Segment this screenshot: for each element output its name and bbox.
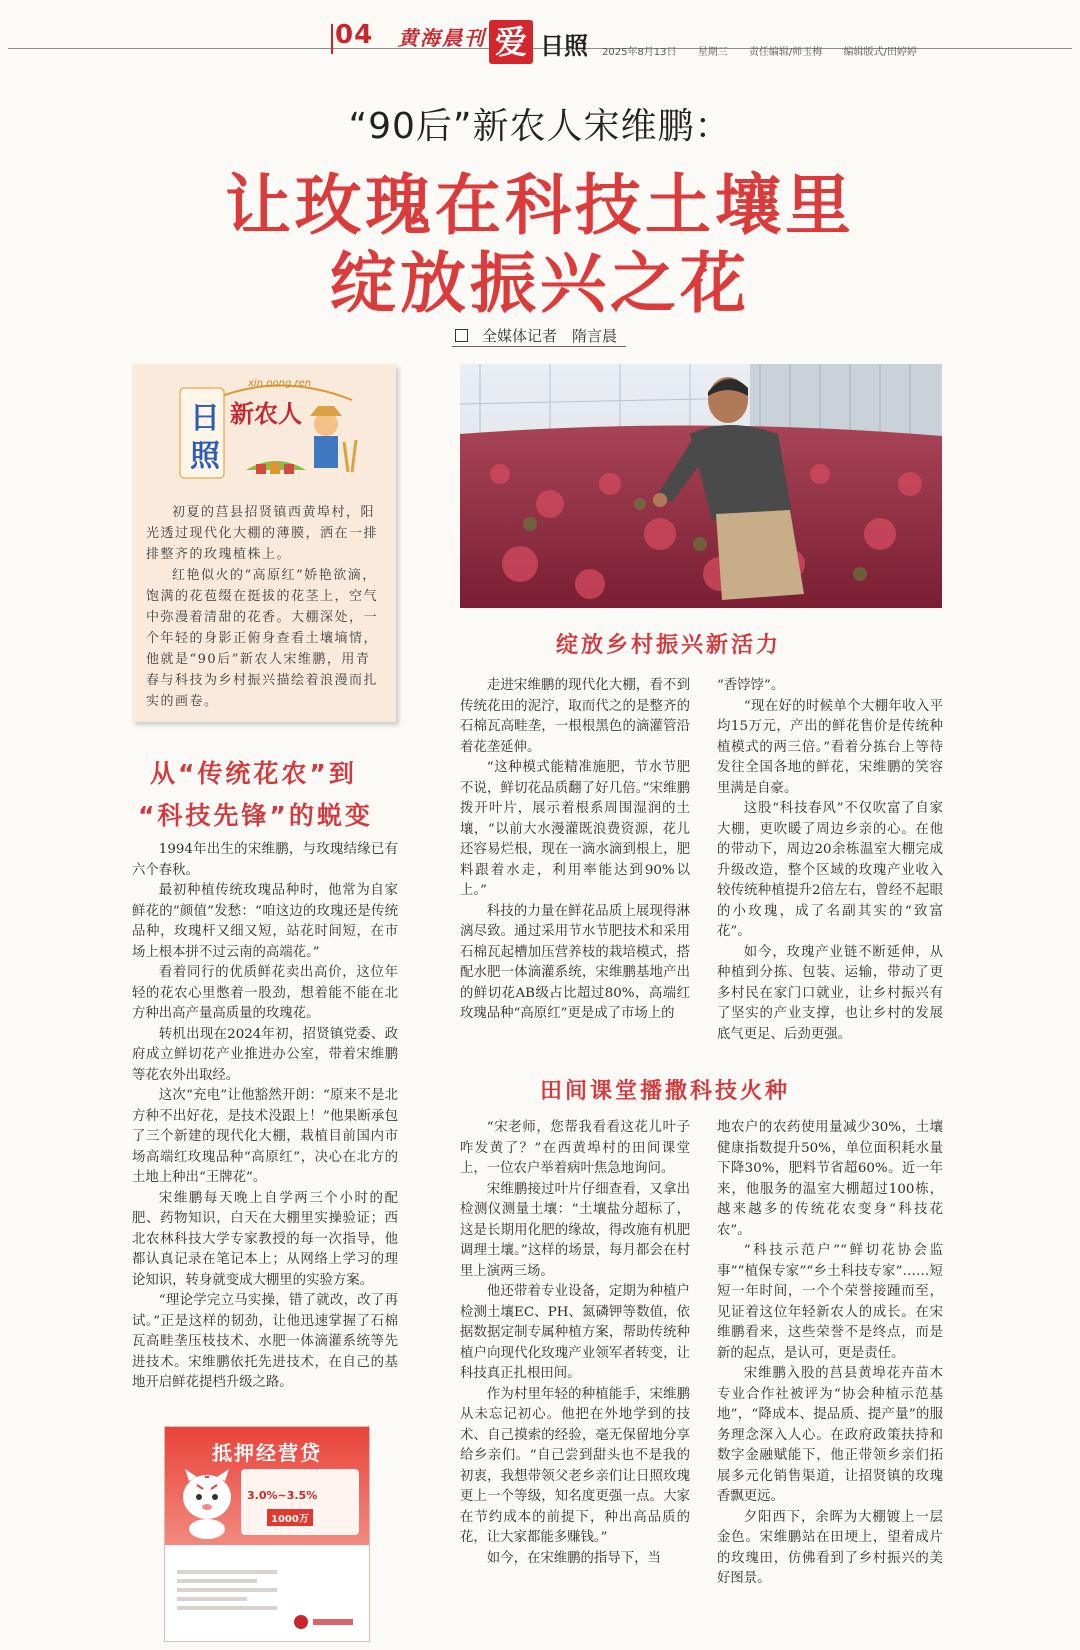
- paragraph: “理论学完立马实操，错了就改，改了再试。”正是这样的韧劲，让他迅速掌握了石棉瓦高畦垄压枝技术、水肥一体滴灌系统等先进技术。宋维鹏依托先进技术，在自己的基地开启鲜花提档升级之路。: [132, 1293, 398, 1390]
- paragraph: “科技示范户”“鲜切花协会监事”“植保专家”“乡土科技专家”……短短一年时间，一个个荣誉接踵而至，见证着这位年轻新农人的成长。在宋维鹏看来，这些荣誉不是终点，而是新的起点，是认可，更是责任。: [717, 1243, 943, 1361]
- logo-title: 新农人: [230, 400, 302, 428]
- responsible-editor: 责任编辑/师玉梅: [748, 47, 823, 58]
- logo-pinyin: xin nong ren: [248, 378, 312, 389]
- paragraph: 宋维鹏每天晚上自学两三个小时的配肥、药物知识，白天在大棚里实操验证；西北农林科技大学专家教授的每一次指导，他都认真记录在笔记本上；从网络上学习的理论知识，转身就变成大棚里的实验方案。: [132, 1190, 398, 1288]
- paragraph: 这股“科技春风”不仅吹富了自家大棚，更吹暖了周边乡亲的心。在他的带动下，周边20余栋温室大棚完成升级改造，整个区域的玫瑰产业收入较传统种植提升2倍左右，曾经不起眼的小玫瑰，成了名副其实的“致富花”。: [717, 801, 943, 939]
- ad-rate: 3.0%~3.5%: [247, 1489, 318, 1502]
- bank-loan-ad[interactable]: [164, 1426, 370, 1642]
- intro-paragraph: 红艳似火的“高原红”娇艳欲滴，饱满的花苞缀在挺拔的花茎上，空气中弥漫着清甜的花香。大棚深处，一个年轻的身影正俯身查看土壤墒情，他就是“90后”新农人宋维鹏，用青春与科技为乡村振兴描绘着浪漫而扎实的画卷。: [146, 568, 379, 709]
- section-title-vitality: 绽放乡村振兴新活力: [556, 633, 782, 658]
- header-meta: [602, 43, 935, 58]
- byline-square-icon: [455, 329, 468, 342]
- issue-weekday: 星期三: [697, 47, 728, 58]
- section-title-transform-2: “科技先锋”的蜕变: [138, 801, 373, 830]
- ad-title: 抵押经营贷: [212, 1441, 322, 1465]
- page-header: [0, 0, 1080, 80]
- byline: [455, 325, 617, 346]
- paragraph: 地农户的农药使用量减少30%，土壤健康指数提升50%，单位面积耗水量下降30%，肥料节省超60%。近一年来，他服务的温室大棚超过100栋，越来越多的传统花农变身“科技花农”。: [717, 1120, 943, 1238]
- paragraph: 科技的力量在鲜花品质上展现得淋漓尽致。通过采用节水节肥技术和采用石棉瓦起槽加压营养枝的栽培模式，搭配水肥一体滴灌系统，宋维鹏基地产出的鲜切花AB级占比超过80%，高端红玫瑰品种“高原红”更是成了市场上的: [460, 903, 690, 1021]
- paragraph: 这次“充电”让他豁然开朗：“原来不是北方种不出好花，是技术没跟上！”他果断承包了三个新建的现代化大棚，栽植目前国内市场高端红玫瑰品种“高原红”，决心在北方的土地上种出“王牌花”。: [132, 1088, 398, 1185]
- ad-fine-print: [177, 1565, 277, 1615]
- intro-box: [132, 364, 396, 722]
- section-name: 日照: [540, 32, 588, 60]
- paragraph: “现在好的时候单个大棚年收入平均15万元，产出的鲜花售价是传统种植模式的两三倍。”看着分拣台上等待发往全国各地的鲜花，宋维鹏的笑容里满是自豪。: [717, 698, 943, 796]
- paragraph: 最初种植传统玫瑰品种时，他常为自家鲜花的“颜值”发愁：“咱这边的玫瑰还是传统品种，玫瑰杆又细又短，站花时间短，在市场上根本拼不过云南的高端花。”: [132, 883, 398, 960]
- article-column-left: [132, 840, 398, 1394]
- intro-text: [146, 502, 384, 712]
- article-column-bottom-1: [460, 1118, 690, 1569]
- article-kicker: “90后”新农人宋维鹏：: [348, 106, 732, 147]
- article-column-mid-2: [717, 676, 943, 1045]
- paragraph: 他还带着专业设备，定期为种植户检测土壤EC、PH、氮磷钾等数值，依据数据定制专属种植方案，帮助传统种植户向现代化玫瑰产业领军者转变，让科技真正扎根田间。: [460, 1284, 690, 1381]
- byline-text: 全媒体记者 隋言晨: [482, 327, 618, 345]
- page-number: 04: [335, 20, 374, 50]
- bank-logo-icon: [293, 1613, 357, 1631]
- article-column-mid-1: [460, 676, 690, 1025]
- paragraph: 作为村里年轻的种植能手，宋维鹏从未忘记初心。他把在外地学到的技术、自己摸索的经验，毫无保留地分享给乡亲们。“自己尝到甜头也不是我的初衷，我想带领父老乡亲们让日照玫瑰更上一个等级，知名度更强一点。大家在节约成本的前提下，种出高品质的花，让大家都能多赚钱。”: [460, 1386, 690, 1545]
- layout-editor: 编辑版式/田婷婷: [843, 47, 917, 58]
- paragraph: 宋维鹏入股的莒县黄埠花卉苗木专业合作社被评为“协会种植示范基地”，“降成本、提品质、提产量”的服务理念深入人心。在政府政策扶持和数字金融赋能下，他正带领乡亲们拓展多元化销售渠道，让招贤镇的玫瑰香飘更远。: [717, 1366, 943, 1504]
- logo-char-zhao: 照: [190, 439, 220, 474]
- paragraph: “这种模式能精准施肥，节水节肥不说，鲜切花品质翻了好几倍。”宋维鹏拨开叶片，展示着根系周围湿润的土壤，“以前大水漫灌既浪费资源，花儿还容易烂根，现在一滴水滴到根上，肥料跟着水走，利用率能达到90%以上。”: [460, 760, 690, 898]
- paragraph: 看着同行的优质鲜花卖出高价，这位年轻的花农心里憋着一股劲，想着能不能在北方种出高产量高质量的玫瑰花。: [132, 965, 398, 1021]
- tiger-mascot-icon: [175, 1467, 239, 1539]
- headline-line-2: 绽放振兴之花: [330, 245, 750, 322]
- section-title-field-classroom: 田间课堂播撒科技火种: [540, 1079, 791, 1104]
- paragraph: “宋老师，您帮我看看这花儿叶子咋发黄了？”在西黄埠村的田间课堂上，一位农户举着病叶焦急地询问。: [460, 1120, 690, 1176]
- xin-nong-ren-logo: [166, 372, 366, 490]
- issue-date: 2025年8月13日: [602, 47, 677, 58]
- masthead: 黄海晨刊: [398, 26, 486, 50]
- paragraph: 夕阳西下，余晖为大棚镀上一层金色。宋维鹏站在田埂上，望着成片的玫瑰田，仿佛看到了乡村振兴的美好图景。: [717, 1509, 943, 1586]
- section-title-transform-1: 从“传统花农”到: [150, 759, 357, 788]
- intro-paragraph: 初夏的莒县招贤镇西黄埠村，阳光透过现代化大棚的薄膜，洒在一排排整齐的玫瑰植株上。: [146, 505, 379, 562]
- rose-greenhouse-photo: [460, 364, 942, 608]
- paragraph: 1994年出生的宋维鹏，与玫瑰结缘已有六个春秋。: [132, 842, 398, 878]
- paragraph: 如今，在宋维鹏的指导下，当: [486, 1550, 661, 1566]
- paragraph: 转机出现在2024年初，招贤镇党委、政府成立鲜切花产业推进办公室，带着宋维鹏等花农外出取经。: [132, 1026, 398, 1083]
- paragraph: 如今，玫瑰产业链不断延伸，从种植到分拣、包装、运输，带动了更多村民在家门口就业，让乡村振兴有了坚实的产业支撑，也让乡村的发展底气更足、后劲更强。: [717, 944, 943, 1042]
- paragraph: “香饽饽”。: [717, 678, 785, 693]
- paragraph: 宋维鹏接过叶片仔细查看，又拿出检测仪测量土壤：“土壤盐分超标了，这是长期用化肥的缘故，得改施有机肥调理土壤。”这样的场景，每月都会在村里上演两三场。: [460, 1181, 690, 1279]
- byline-rule: [452, 346, 626, 347]
- section-badge: 爱: [489, 20, 533, 64]
- article-column-bottom-2: [717, 1118, 943, 1590]
- ad-amount: 1000万: [267, 1509, 313, 1526]
- logo-char-ri: 日: [190, 401, 220, 436]
- page-number-bar: [331, 24, 333, 54]
- headline-line-1: 让玫瑰在科技土壤里: [225, 167, 855, 244]
- paragraph: 走进宋维鹏的现代化大棚，看不到传统花田的泥泞，取而代之的是整齐的石棉瓦高畦垄，一根根黑色的滴灌管沿着花垄延伸。: [460, 678, 690, 755]
